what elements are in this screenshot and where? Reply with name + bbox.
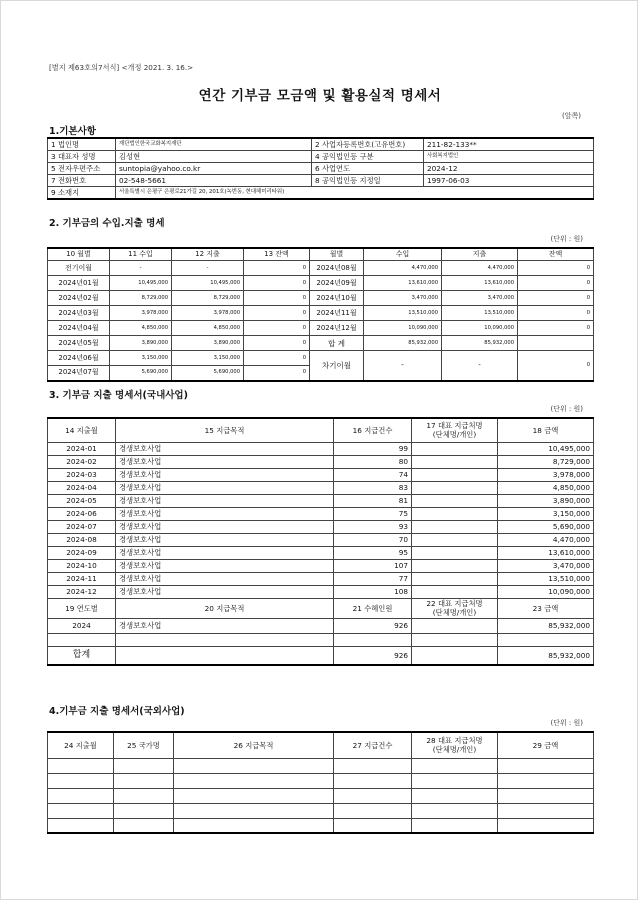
col-purpose: 15 지급목적 — [116, 418, 334, 442]
balance-cell: 0 — [518, 306, 594, 321]
income-row — [48, 321, 594, 336]
domestic-header-row — [48, 418, 594, 442]
income-row — [48, 351, 594, 366]
pay-month-cell: 2024-03 — [48, 468, 116, 481]
pay-month-cell: 2024-11 — [48, 572, 116, 585]
domestic-row — [48, 481, 594, 494]
recipient-cell — [412, 585, 498, 598]
pay-month-cell: 2024-01 — [48, 442, 116, 455]
domestic-table — [47, 417, 594, 666]
foreign-empty-row — [48, 758, 594, 773]
amount-cell: 10,090,000 — [498, 585, 594, 598]
count-cell: 75 — [334, 507, 412, 520]
basic-value: 재단법인한국교화복지재단 — [116, 138, 312, 151]
domestic-year-row — [48, 618, 594, 633]
document-title: 연간 기부금 모금액 및 활용실적 명세서 — [198, 88, 442, 104]
section-income-title: 2. 기부금의 수입.지출 명세 — [49, 218, 165, 229]
unit-label: (단위 : 원) — [550, 235, 583, 243]
expense-cell: 10,495,000 — [172, 276, 244, 291]
domestic-row — [48, 455, 594, 468]
form-number: [별지 제63호의7서식] <개정 2021. 3. 16.> — [49, 63, 194, 72]
expense-cell: 13,610,000 — [442, 276, 518, 291]
domestic-empty-row — [48, 633, 594, 646]
total-recipient — [412, 646, 498, 665]
pay-month-cell: 2024-12 — [48, 585, 116, 598]
income-row — [48, 276, 594, 291]
expense-cell: 4,850,000 — [172, 321, 244, 336]
month-cell: 2024년08월 — [310, 261, 364, 276]
balance-cell: 0 — [518, 261, 594, 276]
basic-label: 2 사업자등록번호(고유번호) — [312, 138, 424, 151]
domestic-row — [48, 468, 594, 481]
col-beneficiaries: 21 수혜인원 — [334, 598, 412, 618]
carry-forward-label: 차기이월 — [310, 351, 364, 381]
purpose-cell: 경생보호사업 — [116, 618, 334, 633]
recipient-cell — [412, 533, 498, 546]
basic-label: 4 공익법인등 구분 — [312, 151, 424, 163]
purpose-cell: 경생보호사업 — [116, 468, 334, 481]
unit-label: (단위 : 원) — [550, 719, 583, 727]
domestic-row — [48, 494, 594, 507]
recipient-cell — [412, 455, 498, 468]
domestic-row — [48, 546, 594, 559]
amount-cell: 3,470,000 — [498, 559, 594, 572]
beneficiary-cell: 926 — [334, 618, 412, 633]
income-header-row — [48, 248, 594, 261]
balance-cell: 0 — [244, 306, 310, 321]
pay-month-cell: 2024-02 — [48, 455, 116, 468]
purpose-cell: 경생보호사업 — [116, 494, 334, 507]
month-cell: 2024년11월 — [310, 306, 364, 321]
col-recipient-foreign: 28 대표 지급처명 (단체명/개인) — [412, 732, 498, 758]
section-basic-title: 1.기본사항 — [49, 126, 96, 137]
total-beneficiaries: 926 — [334, 646, 412, 665]
purpose-cell: 경생보호사업 — [116, 572, 334, 585]
recipient-cell — [412, 520, 498, 533]
recipient-cell — [412, 494, 498, 507]
pay-month-cell: 2024-04 — [48, 481, 116, 494]
balance-cell: 0 — [244, 336, 310, 351]
pay-month-cell: 2024-07 — [48, 520, 116, 533]
count-cell: 70 — [334, 533, 412, 546]
income-cell: 3,150,000 — [110, 351, 172, 366]
income-cell: 3,470,000 — [364, 291, 442, 306]
month-cell: 2024년10월 — [310, 291, 364, 306]
basic-label: 7 전화번호 — [48, 175, 116, 187]
unit-label: (단위 : 원) — [550, 405, 583, 413]
balance-cell: 0 — [244, 366, 310, 381]
expense-cell: 10,090,000 — [442, 321, 518, 336]
balance-cell: 0 — [244, 351, 310, 366]
income-row — [48, 336, 594, 351]
expense-cell: 5,690,000 — [172, 366, 244, 381]
month-cell: 2024년09월 — [310, 276, 364, 291]
income-cell: 5,690,000 — [110, 366, 172, 381]
month-cell: 전기이월 — [48, 261, 110, 276]
basic-value: 김성현 — [116, 151, 312, 163]
balance-cell: 0 — [244, 291, 310, 306]
domestic-row — [48, 585, 594, 598]
expense-cell: 3,978,000 — [172, 306, 244, 321]
col-count: 16 지급건수 — [334, 418, 412, 442]
col-amount-foreign: 29 금액 — [498, 732, 594, 758]
basic-label: 3 대표자 성명 — [48, 151, 116, 163]
domestic-row — [48, 507, 594, 520]
amount-cell: 4,850,000 — [498, 481, 594, 494]
balance-cell: 0 — [244, 321, 310, 336]
total-label-cell: 합 계 — [310, 336, 364, 351]
month-cell: 2024년03월 — [48, 306, 110, 321]
count-cell: 83 — [334, 481, 412, 494]
basic-value: suntopia@yahoo.co.kr — [116, 163, 312, 175]
expense-total-cell: 85,932,000 — [442, 336, 518, 351]
amount-cell: 10,495,000 — [498, 442, 594, 455]
domestic-year-header-row — [48, 598, 594, 618]
col-count-foreign: 27 지급건수 — [334, 732, 412, 758]
section-foreign-title: 4.기부금 지출 명세서(국외사업) — [49, 706, 185, 717]
col-expense-2: 지출 — [442, 248, 518, 261]
income-table — [47, 247, 594, 382]
carry-income-cell: - — [364, 351, 442, 381]
expense-cell: 8,729,000 — [172, 291, 244, 306]
balance-cell: 0 — [518, 291, 594, 306]
col-recipient: 17 대표 지급처명 (단체명/개인) — [412, 418, 498, 442]
col-month-2: 월별 — [310, 248, 364, 261]
col-country: 25 국가명 — [114, 732, 174, 758]
expense-cell: 3,890,000 — [172, 336, 244, 351]
basic-value: 211-82-133** — [424, 138, 594, 151]
income-cell: 13,610,000 — [364, 276, 442, 291]
domestic-row — [48, 559, 594, 572]
basic-label: 1 법인명 — [48, 138, 116, 151]
amount-cell: 85,932,000 — [498, 618, 594, 633]
recipient-cell — [412, 559, 498, 572]
col-balance: 13 잔액 — [244, 248, 310, 261]
income-cell: 10,090,000 — [364, 321, 442, 336]
total-purpose — [116, 646, 334, 665]
basic-row-address — [48, 187, 594, 200]
count-cell: 77 — [334, 572, 412, 585]
carry-balance-cell: 0 — [518, 351, 594, 381]
basic-value: 사회복지법인 — [424, 151, 594, 163]
col-month: 10 월별 — [48, 248, 110, 261]
income-cell: 4,470,000 — [364, 261, 442, 276]
expense-cell: - — [172, 261, 244, 276]
income-row — [48, 261, 594, 276]
col-income-2: 수입 — [364, 248, 442, 261]
carry-expense-cell: - — [442, 351, 518, 381]
col-year: 19 연도별 — [48, 598, 116, 618]
count-cell: 93 — [334, 520, 412, 533]
recipient-cell — [412, 572, 498, 585]
domestic-row — [48, 520, 594, 533]
basic-row — [48, 138, 594, 151]
amount-cell: 13,610,000 — [498, 546, 594, 559]
col-amount-year: 23 금액 — [498, 598, 594, 618]
income-cell: 4,850,000 — [110, 321, 172, 336]
income-cell: 10,495,000 — [110, 276, 172, 291]
pay-month-cell: 2024-09 — [48, 546, 116, 559]
expense-cell: 13,510,000 — [442, 306, 518, 321]
col-purpose-year: 20 지급목적 — [116, 598, 334, 618]
count-cell: 95 — [334, 546, 412, 559]
income-row — [48, 291, 594, 306]
col-expense: 12 지출 — [172, 248, 244, 261]
balance-cell: 0 — [518, 276, 594, 291]
balance-cell: 0 — [244, 276, 310, 291]
month-cell: 2024년02월 — [48, 291, 110, 306]
domestic-row — [48, 442, 594, 455]
front-page-mark: (앞쪽) — [562, 112, 581, 120]
foreign-empty-row — [48, 803, 594, 818]
month-cell: 2024년12월 — [310, 321, 364, 336]
recipient-cell — [412, 507, 498, 520]
col-balance-2: 잔액 — [518, 248, 594, 261]
month-cell: 2024년05월 — [48, 336, 110, 351]
purpose-cell: 경생보호사업 — [116, 559, 334, 572]
amount-cell: 3,890,000 — [498, 494, 594, 507]
pay-month-cell: 2024-06 — [48, 507, 116, 520]
purpose-cell: 경생보호사업 — [116, 546, 334, 559]
balance-cell: 0 — [244, 261, 310, 276]
income-cell: - — [110, 261, 172, 276]
address-label: 9 소재지 — [48, 187, 116, 200]
amount-cell: 3,150,000 — [498, 507, 594, 520]
purpose-cell: 경생보호사업 — [116, 481, 334, 494]
basic-row — [48, 175, 594, 187]
month-cell: 2024년04월 — [48, 321, 110, 336]
basic-value: 2024-12 — [424, 163, 594, 175]
foreign-table — [47, 731, 594, 834]
col-pay-month: 14 지출월 — [48, 418, 116, 442]
recipient-cell — [412, 546, 498, 559]
income-row — [48, 306, 594, 321]
recipient-cell — [412, 481, 498, 494]
foreign-header-row — [48, 732, 594, 758]
purpose-cell: 경생보호사업 — [116, 533, 334, 546]
total-label: 합계 — [48, 646, 116, 665]
recipient-cell — [412, 468, 498, 481]
basic-row — [48, 151, 594, 163]
income-cell: 3,978,000 — [110, 306, 172, 321]
month-cell: 2024년06월 — [48, 351, 110, 366]
income-cell: 3,890,000 — [110, 336, 172, 351]
pay-month-cell: 2024-10 — [48, 559, 116, 572]
basic-info-table — [47, 137, 594, 200]
col-purpose-foreign: 26 지급목적 — [174, 732, 334, 758]
amount-cell: 3,978,000 — [498, 468, 594, 481]
basic-value: 1997-06-03 — [424, 175, 594, 187]
expense-cell: 3,150,000 — [172, 351, 244, 366]
amount-cell: 8,729,000 — [498, 455, 594, 468]
basic-label: 6 사업연도 — [312, 163, 424, 175]
basic-label: 8 공익법인등 지정일 — [312, 175, 424, 187]
balance-cell: 0 — [518, 321, 594, 336]
purpose-cell: 경생보호사업 — [116, 585, 334, 598]
income-cell: 8,729,000 — [110, 291, 172, 306]
count-cell: 99 — [334, 442, 412, 455]
amount-cell: 4,470,000 — [498, 533, 594, 546]
count-cell: 108 — [334, 585, 412, 598]
basic-value: 02-548-5661 — [116, 175, 312, 187]
income-cell: 13,510,000 — [364, 306, 442, 321]
col-amount: 18 금액 — [498, 418, 594, 442]
expense-cell: 4,470,000 — [442, 261, 518, 276]
section-domestic-title: 3. 기부금 지출 명세서(국내사업) — [49, 390, 188, 401]
amount-cell: 13,510,000 — [498, 572, 594, 585]
foreign-empty-row — [48, 818, 594, 833]
foreign-empty-row — [48, 773, 594, 788]
purpose-cell: 경생보호사업 — [116, 455, 334, 468]
col-pay-month-foreign: 24 지출월 — [48, 732, 114, 758]
count-cell: 74 — [334, 468, 412, 481]
count-cell: 81 — [334, 494, 412, 507]
amount-cell: 5,690,000 — [498, 520, 594, 533]
col-income: 11 수입 — [110, 248, 172, 261]
basic-row — [48, 163, 594, 175]
basic-label: 5 전자우편주소 — [48, 163, 116, 175]
expense-cell: 3,470,000 — [442, 291, 518, 306]
purpose-cell: 경생보호사업 — [116, 507, 334, 520]
domestic-total-row — [48, 646, 594, 665]
recipient-cell — [412, 618, 498, 633]
address-value: 서울특별시 은평구 은평로21가길 20, 201호(녹번동, 현대혜미리타워) — [116, 187, 594, 200]
foreign-empty-row — [48, 788, 594, 803]
month-cell: 2024년01월 — [48, 276, 110, 291]
count-cell: 80 — [334, 455, 412, 468]
balance-total-cell — [518, 336, 594, 351]
pay-month-cell: 2024-05 — [48, 494, 116, 507]
domestic-row — [48, 572, 594, 585]
year-cell: 2024 — [48, 618, 116, 633]
pay-month-cell: 2024-08 — [48, 533, 116, 546]
col-recipient-year: 22 대표 지급처명 (단체명/개인) — [412, 598, 498, 618]
recipient-cell — [412, 442, 498, 455]
domestic-row — [48, 533, 594, 546]
month-cell: 2024년07월 — [48, 366, 110, 381]
total-amount: 85,932,000 — [498, 646, 594, 665]
purpose-cell: 경생보호사업 — [116, 520, 334, 533]
purpose-cell: 경생보호사업 — [116, 442, 334, 455]
income-total-cell: 85,932,000 — [364, 336, 442, 351]
count-cell: 107 — [334, 559, 412, 572]
